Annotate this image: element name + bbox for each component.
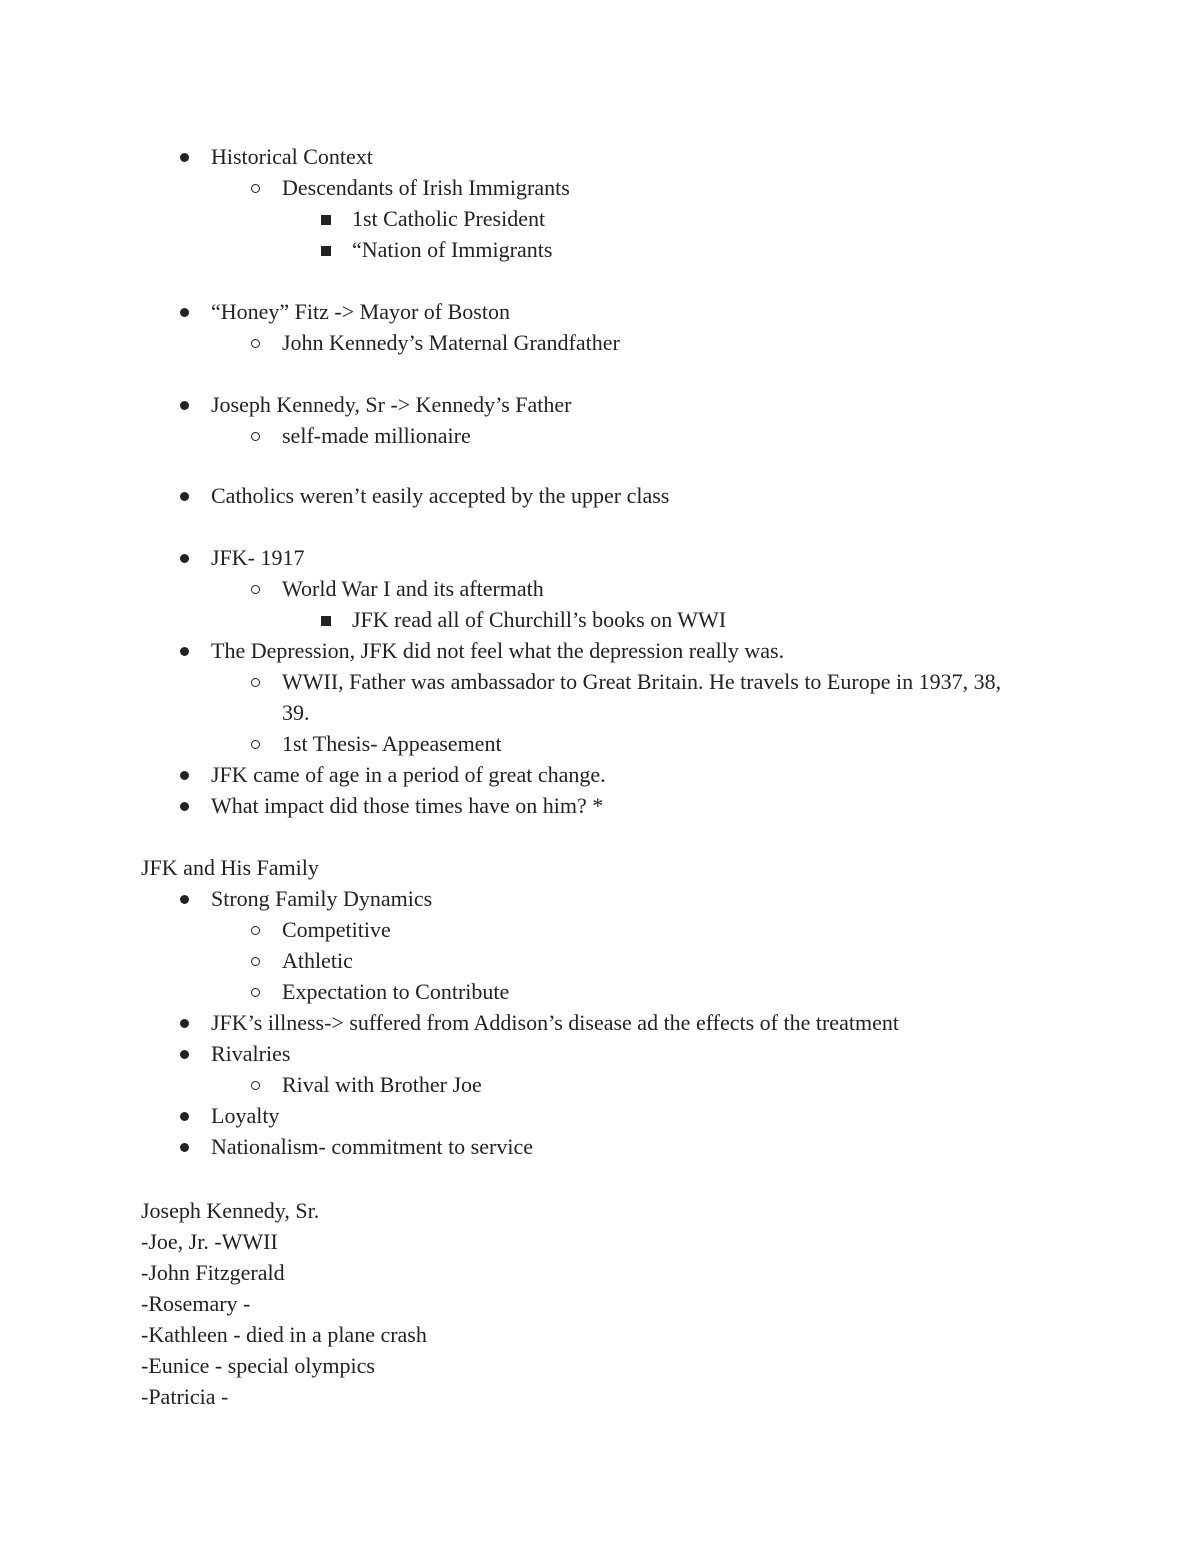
bullet-disc-icon [178,389,192,420]
list-item-text: “Nation of Immigrants [352,237,553,262]
list-item-text: self-made millionaire [282,423,471,448]
bullet-square-icon [319,604,333,635]
list-item-text: 1st Catholic President [352,206,546,231]
list-item-text: “Honey” Fitz -> Mayor of Boston [211,299,510,324]
bullet-circle-icon [249,1069,263,1100]
text-line-content: -John Fitzgerald [141,1260,285,1285]
bullet-circle-icon [249,914,263,945]
text-line-content: -Kathleen - died in a plane crash [141,1322,427,1347]
bullet-disc-icon [178,141,192,172]
list-item-text: 39. [282,700,310,725]
bullet-disc-icon [178,1038,192,1069]
bullet-circle-icon [249,420,263,451]
list-item-text: World War I and its aftermath [282,576,544,601]
bullet-circle-icon [249,945,263,976]
list-item-text: JFK’s illness-> suffered from Addison’s disease ad the effects of the treatment [211,1010,899,1035]
list-item-text: The Depression, JFK did not feel what the depression really was. [211,638,785,663]
list-item-text: John Kennedy’s Maternal Grandfather [282,330,620,355]
bullet-disc-icon [178,480,192,511]
bullet-circle-icon [249,976,263,1007]
list-item-text: JFK came of age in a period of great change. [211,762,606,787]
text-line-content: -Patricia - [141,1384,229,1409]
bullet-circle-icon [249,573,263,604]
list-item-text: Loyalty [211,1103,280,1128]
list-item-text: Catholics weren’t easily accepted by the upper class [211,483,670,508]
list-item-text: Joseph Kennedy, Sr -> Kennedy’s Father [211,392,572,417]
bullet-disc-icon [178,883,192,914]
bullet-square-icon [319,234,333,265]
bullet-disc-icon [178,1007,192,1038]
list-item-text: JFK read all of Churchill’s books on WWI [352,607,727,632]
list-item-text: Expectation to Contribute [282,979,510,1004]
section-heading-text: Joseph Kennedy, Sr. [141,1198,320,1223]
bullet-disc-icon [178,542,192,573]
list-item-text: 1st Thesis- Appeasement [282,731,502,756]
list-item-text: WWII, Father was ambassador to Great Britain. He travels to Europe in 1937, 38, [282,669,1002,694]
bullet-disc-icon [178,1100,192,1131]
list-item-text: Nationalism- commitment to service [211,1134,533,1159]
list-item-text: Athletic [282,948,353,973]
list-item-text: Rivalries [211,1041,291,1066]
text-line-content: -Joe, Jr. -WWII [141,1229,278,1254]
bullet-disc-icon [178,635,192,666]
list-item-text: Strong Family Dynamics [211,886,433,911]
bullet-circle-icon [249,666,263,697]
bullet-disc-icon [178,1131,192,1162]
bullet-square-icon [319,203,333,234]
list-item-text: Rival with Brother Joe [282,1072,482,1097]
bullet-disc-icon [178,790,192,821]
text-line-content: -Rosemary - [141,1291,251,1316]
list-item-text: What impact did those times have on him? * [211,793,604,818]
bullet-circle-icon [249,728,263,759]
bullet-disc-icon [178,759,192,790]
bullet-circle-icon [249,327,263,358]
list-item-text: Competitive [282,917,391,942]
section-heading-text: JFK and His Family [141,855,319,880]
list-item-text: JFK- 1917 [211,545,305,570]
bullet-circle-icon [249,172,263,203]
text-line-content: -Eunice - special olympics [141,1353,375,1378]
list-item-text: Descendants of Irish Immigrants [282,175,570,200]
list-item-text: Historical Context [211,144,373,169]
bullet-disc-icon [178,296,192,327]
